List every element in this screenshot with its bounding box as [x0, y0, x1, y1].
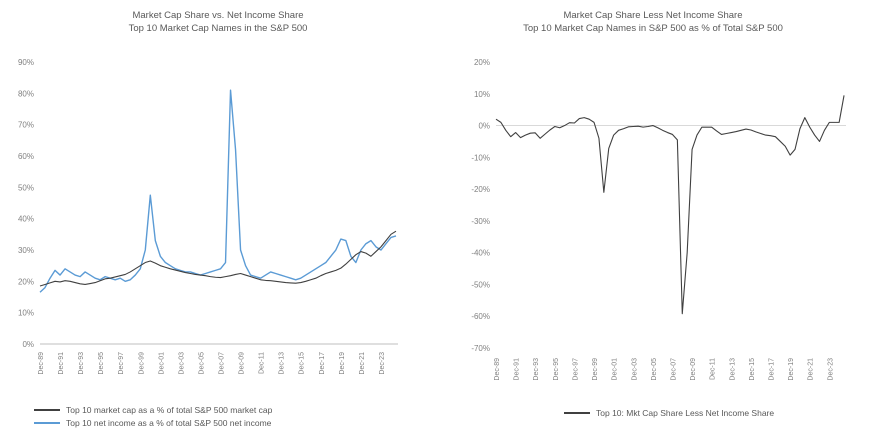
right-plot-svg — [436, 0, 870, 443]
axis-tick-label: Dec-99 — [592, 358, 600, 381]
axis-tick-label: Dec-07 — [218, 352, 226, 375]
axis-tick-label: 20% — [17, 277, 34, 287]
legend-swatch-diff — [564, 412, 590, 414]
axis-tick-label: Dec-15 — [298, 352, 306, 375]
axis-tick-label: Dec-01 — [158, 352, 166, 375]
axis-tick-label: Dec-95 — [98, 352, 106, 375]
axis-tick-label: Dec-03 — [631, 358, 639, 381]
axis-tick-label: Dec-09 — [238, 352, 246, 375]
axis-tick-label: Dec-97 — [118, 352, 126, 375]
axis-tick-label: Dec-91 — [513, 358, 521, 381]
right-chart-title-line1: Market Cap Share Less Net Income Share — [563, 10, 743, 21]
axis-tick-label: 20% — [473, 58, 490, 67]
axis-tick-label: Dec-05 — [198, 352, 206, 375]
axis-tick-label: Dec-21 — [358, 352, 366, 375]
axis-tick-label: 50% — [17, 183, 34, 193]
axis-tick-label: 0% — [478, 121, 490, 131]
axis-tick-label: Dec-09 — [690, 358, 698, 381]
right-plot-area — [436, 0, 870, 443]
axis-tick-label: Dec-11 — [258, 352, 266, 375]
axis-tick-label: Dec-19 — [338, 352, 346, 375]
axis-tick-label: Dec-99 — [138, 352, 146, 375]
axis-tick-label: Dec-89 — [38, 352, 45, 375]
left-chart-title-line2: Top 10 Market Cap Names in the S&P 500 — [128, 23, 308, 34]
axis-tick-label: -10% — [471, 153, 490, 163]
axis-tick-label: 40% — [17, 214, 34, 224]
axis-tick-label: 90% — [17, 58, 34, 67]
axis-tick-label: -60% — [471, 312, 490, 322]
legend-swatch-market-cap — [34, 409, 60, 411]
legend-item-market-cap — [34, 405, 272, 415]
left-chart-title-line1: Market Cap Share vs. Net Income Share — [132, 10, 304, 21]
axis-tick-label: Dec-23 — [378, 352, 386, 375]
axis-tick-label: Dec-95 — [552, 358, 560, 381]
axis-tick-label: Dec-17 — [768, 358, 776, 381]
legend-item-net-income — [34, 418, 272, 428]
axis-tick-label: -20% — [471, 185, 490, 195]
axis-tick-label: Dec-93 — [78, 352, 86, 375]
axis-tick-label: 10% — [17, 308, 34, 318]
axis-tick-label: Dec-03 — [178, 352, 186, 375]
axis-tick-label: 0% — [22, 340, 34, 349]
axis-tick-label: Dec-21 — [807, 358, 815, 381]
axis-tick-label: Dec-89 — [494, 358, 501, 381]
right-chart-legend — [564, 408, 774, 421]
legend-label-net-income: Top 10 net income as a % of total S&P 500 net income — [66, 418, 272, 428]
legend-swatch-net-income — [34, 422, 60, 424]
axis-tick-label: Dec-13 — [278, 352, 286, 375]
right-chart-title-line2: Top 10 Market Cap Names in S&P 500 as % of Total S&P 500 — [523, 23, 783, 34]
axis-tick-label: Dec-07 — [670, 358, 678, 381]
axis-tick-label: 10% — [473, 89, 490, 99]
axis-tick-label: Dec-23 — [827, 358, 835, 381]
axis-tick-label: Dec-17 — [318, 352, 326, 375]
axis-tick-label: 60% — [17, 152, 34, 161]
legend-label-market-cap: Top 10 market cap as a % of total S&P 500 market cap — [66, 405, 273, 415]
left-chart-legend — [34, 405, 272, 431]
axis-tick-label: 30% — [17, 246, 34, 255]
axis-tick-label: Dec-11 — [709, 358, 717, 381]
axis-tick-label: Dec-91 — [58, 352, 66, 375]
axis-tick-label: 80% — [17, 89, 34, 99]
axis-tick-label: -40% — [471, 248, 490, 258]
right-chart-panel — [436, 0, 870, 443]
axis-tick-label: -70% — [471, 344, 490, 353]
axis-tick-label: Dec-15 — [748, 358, 756, 381]
axis-tick-label: Dec-93 — [533, 358, 541, 381]
axis-tick-label: -50% — [471, 280, 490, 290]
axis-tick-label: Dec-05 — [650, 358, 658, 381]
axis-tick-label: Dec-97 — [572, 358, 580, 381]
axis-tick-label: Dec-13 — [729, 358, 737, 381]
axis-tick-label: Dec-19 — [788, 358, 796, 381]
legend-item-diff — [564, 408, 774, 418]
axis-tick-label: 70% — [17, 120, 34, 130]
legend-label-diff: Top 10: Mkt Cap Share Less Net Income Share — [596, 408, 775, 418]
axis-tick-label: -30% — [471, 216, 490, 226]
axis-tick-label: Dec-01 — [611, 358, 619, 381]
